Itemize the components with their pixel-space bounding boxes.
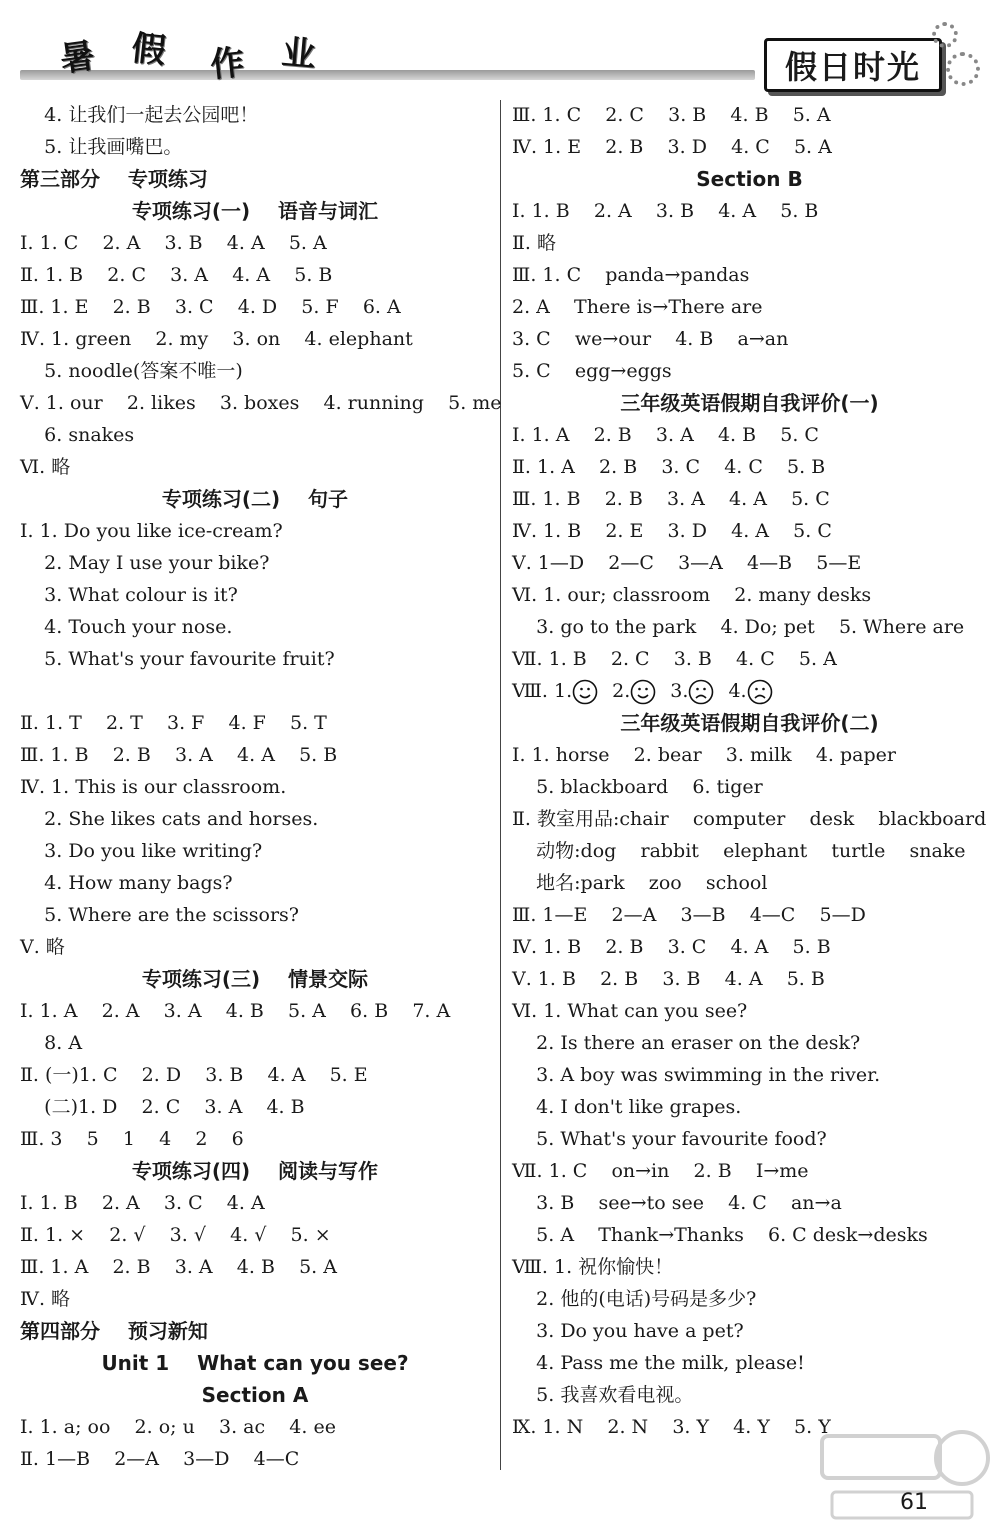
answer-line: 4. Pass me the milk, please! [512, 1352, 805, 1374]
answer-line: 2. A There is→There are [512, 296, 763, 318]
gear-icon [946, 52, 980, 86]
face-number: 2. [612, 680, 631, 702]
answer-line: 3. Do you like writing? [20, 840, 263, 862]
header-char-1: 暑 [57, 35, 98, 81]
answer-line: Ⅲ. 1. E 2. B 3. C 4. D 5. F 6. A [20, 296, 401, 318]
answer-line: 6. snakes [20, 424, 135, 446]
answer-line: Ⅵ. 略 [20, 456, 71, 478]
answer-line: 2. 他的(电话)号码是多少? [512, 1288, 757, 1310]
answer-line: 5. What's your favourite food? [512, 1128, 827, 1150]
answer-line: Ⅰ. 1. A 2. A 3. A 4. B 5. A 6. B 7. A [20, 1000, 451, 1022]
answer-line: Ⅰ. 1. a; oo 2. o; u 3. ac 4. ee [20, 1416, 336, 1438]
answer-line: Ⅷ. 1. 祝你愉快！ [512, 1256, 674, 1278]
section-heading: 专项练习(三) 情景交际 [141, 967, 369, 991]
answer-line: Ⅳ. 1. E 2. B 3. D 4. C 5. A [512, 136, 832, 158]
answer-line: Ⅲ. 1. B 2. B 3. A 4. A 5. C [512, 488, 830, 510]
happy-face-icon [630, 679, 656, 705]
answer-line: 5. blackboard 6. tiger [512, 776, 763, 798]
section-heading: 第三部分 专项练习 [20, 167, 208, 191]
answer-line: Ⅰ. 1. horse 2. bear 3. milk 4. paper [512, 744, 896, 766]
answer-line: Ⅳ. 1. This is our classroom. [20, 776, 287, 798]
answer-line: Ⅲ. 1. C panda→pandas [512, 264, 750, 286]
answer-line: Ⅳ. 略 [20, 1288, 71, 1310]
section-heading: 三年级英语假期自我评价(一) [620, 391, 879, 415]
answer-line: 4. Touch your nose. [20, 616, 233, 638]
column-divider [500, 100, 501, 1470]
answer-line: Ⅱ. 1. A 2. B 3. C 4. C 5. B [512, 456, 826, 478]
answer-line: Ⅳ. 1. B 2. B 3. C 4. A 5. B [512, 936, 831, 958]
answer-line: Ⅱ. 教室用品:chair computer desk blackboard [512, 808, 987, 830]
answer-line: Ⅰ. 1. B 2. A 3. B 4. A 5. B [512, 200, 819, 222]
answer-line: Ⅱ. 1. B 2. C 3. A 4. A 5. B [20, 264, 333, 286]
answer-line: (二)1. D 2. C 3. A 4. B [20, 1096, 305, 1118]
sad-face-icon [688, 679, 714, 705]
answer-line: Ⅴ. 1—D 2—C 3—A 4—B 5—E [512, 552, 862, 574]
gear-icon [932, 22, 958, 48]
answer-line: Ⅰ. 1. Do you like ice-cream? [20, 520, 283, 542]
answer-line: Ⅱ. 略 [512, 232, 556, 254]
page-number: 61 [900, 1490, 928, 1515]
answer-line: 动物:dog rabbit elephant turtle snake [512, 840, 966, 862]
answer-line: Ⅲ. 1. A 2. B 3. A 4. B 5. A [20, 1256, 337, 1278]
face-number: 4. [728, 680, 747, 702]
answer-line: Ⅲ. 1. B 2. B 3. A 4. A 5. B [20, 744, 338, 766]
answer-line: 3. B see→to see 4. C an→a [512, 1192, 842, 1214]
answer-line: Ⅱ. 1. T 2. T 3. F 4. F 5. T [20, 712, 327, 734]
section-heading: Section B [696, 167, 803, 191]
answer-line: Ⅳ. 1. B 2. E 3. D 4. A 5. C [512, 520, 832, 542]
answer-line: 5. What's your favourite fruit? [20, 648, 335, 670]
happy-face-icon [572, 679, 598, 705]
answer-line: Ⅲ. 3 5 1 4 2 6 [20, 1128, 244, 1150]
answer-line: 2. Is there an eraser on the desk? [512, 1032, 861, 1054]
answer-line: Ⅱ. 1—B 2—A 3—D 4—C [20, 1448, 300, 1470]
answer-line: 2. May I use your bike? [20, 552, 270, 574]
answer-line: Ⅵ. 1. our; classroom 2. many desks [512, 584, 872, 606]
section-heading: 第四部分 预习新知 [20, 1319, 208, 1343]
answer-line: 3. go to the park 4. Do; pet 5. Where are [512, 616, 965, 638]
sad-face-icon [747, 679, 773, 705]
answer-line: Ⅶ. 1. B 2. C 3. B 4. C 5. A [512, 648, 837, 670]
watermark-logo [812, 1418, 990, 1528]
answer-line: 3. C we→our 4. B a→an [512, 328, 789, 350]
answer-line: Ⅸ. 1. N 2. N 3. Y 4. Y 5. Y [512, 1416, 831, 1438]
answer-line: Ⅳ. 1. green 2. my 3. on 4. elephant [20, 328, 413, 350]
header-char-2: 假 [129, 28, 168, 72]
page-header [0, 0, 1000, 92]
answer-line: 5. Where are the scissors? [20, 904, 299, 926]
answer-line: 5. noodle(答案不唯一) [20, 360, 243, 382]
answer-line: 5. C egg→eggs [512, 360, 672, 382]
header-right-badge [764, 38, 942, 92]
answer-line: Ⅰ. 1. B 2. A 3. C 4. A [20, 1192, 265, 1214]
answer-line: 2. She likes cats and horses. [20, 808, 319, 830]
section-heading: 专项练习(二) 句子 [161, 487, 349, 511]
answer-line: Ⅰ. 1. C 2. A 3. B 4. A 5. A [20, 232, 327, 254]
line-label: Ⅷ. [512, 680, 555, 702]
answer-line: Ⅱ. (一)1. C 2. D 3. B 4. A 5. E [20, 1064, 368, 1086]
face-number: 1. [554, 680, 573, 702]
answer-line: 3. Do you have a pet? [512, 1320, 744, 1342]
answer-line: Ⅴ. 1. our 2. likes 3. boxes 4. running 5. me [20, 392, 502, 414]
answer-line: 4. 让我们一起去公园吧！ [20, 104, 259, 126]
answer-line: 4. How many bags? [20, 872, 233, 894]
section-heading: Unit 1 What can you see? [101, 1351, 409, 1375]
answer-line: Ⅰ. 1. A 2. B 3. A 4. B 5. C [512, 424, 819, 446]
answer-line: 8. A [20, 1032, 83, 1054]
header-right-title: 假日时光 [784, 48, 921, 86]
answer-line: 3. What colour is it? [20, 584, 238, 606]
header-left-title [57, 22, 360, 86]
answer-line: Ⅱ. 1. × 2. √ 3. √ 4. √ 5. × [20, 1224, 331, 1246]
answer-line: Ⅲ. 1. C 2. C 3. B 4. B 5. A [512, 104, 831, 126]
answer-line: 5. 我喜欢看电视。 [512, 1384, 694, 1406]
answer-line: Ⅲ. 1—E 2—A 3—B 4—C 5—D [512, 904, 866, 926]
answer-line: 5. A Thank→Thanks 6. C desk→desks [512, 1224, 928, 1246]
section-heading: 专项练习(一) 语音与词汇 [131, 199, 379, 223]
answer-line: Ⅴ. 略 [20, 936, 65, 958]
answer-line: 5. 让我画嘴巴。 [20, 136, 183, 158]
answer-line-faces [512, 676, 787, 706]
answer-line: 地名:park zoo school [512, 872, 768, 894]
section-heading: 专项练习(四) 阅读与写作 [131, 1159, 379, 1183]
answer-line: Ⅶ. 1. C on→in 2. B I→me [512, 1160, 809, 1182]
section-heading: 三年级英语假期自我评价(二) [620, 711, 879, 735]
answer-line: Ⅴ. 1. B 2. B 3. B 4. A 5. B [512, 968, 825, 990]
header-char-3: 作 [208, 42, 247, 86]
header-char-4: 业 [280, 32, 318, 76]
answer-line: Ⅵ. 1. What can you see? [512, 1000, 748, 1022]
section-heading: Section A [201, 1383, 309, 1407]
answer-line: 3. A boy was swimming in the river. [512, 1064, 881, 1086]
answer-line: 4. I don't like grapes. [512, 1096, 742, 1118]
face-number: 3. [670, 680, 689, 702]
